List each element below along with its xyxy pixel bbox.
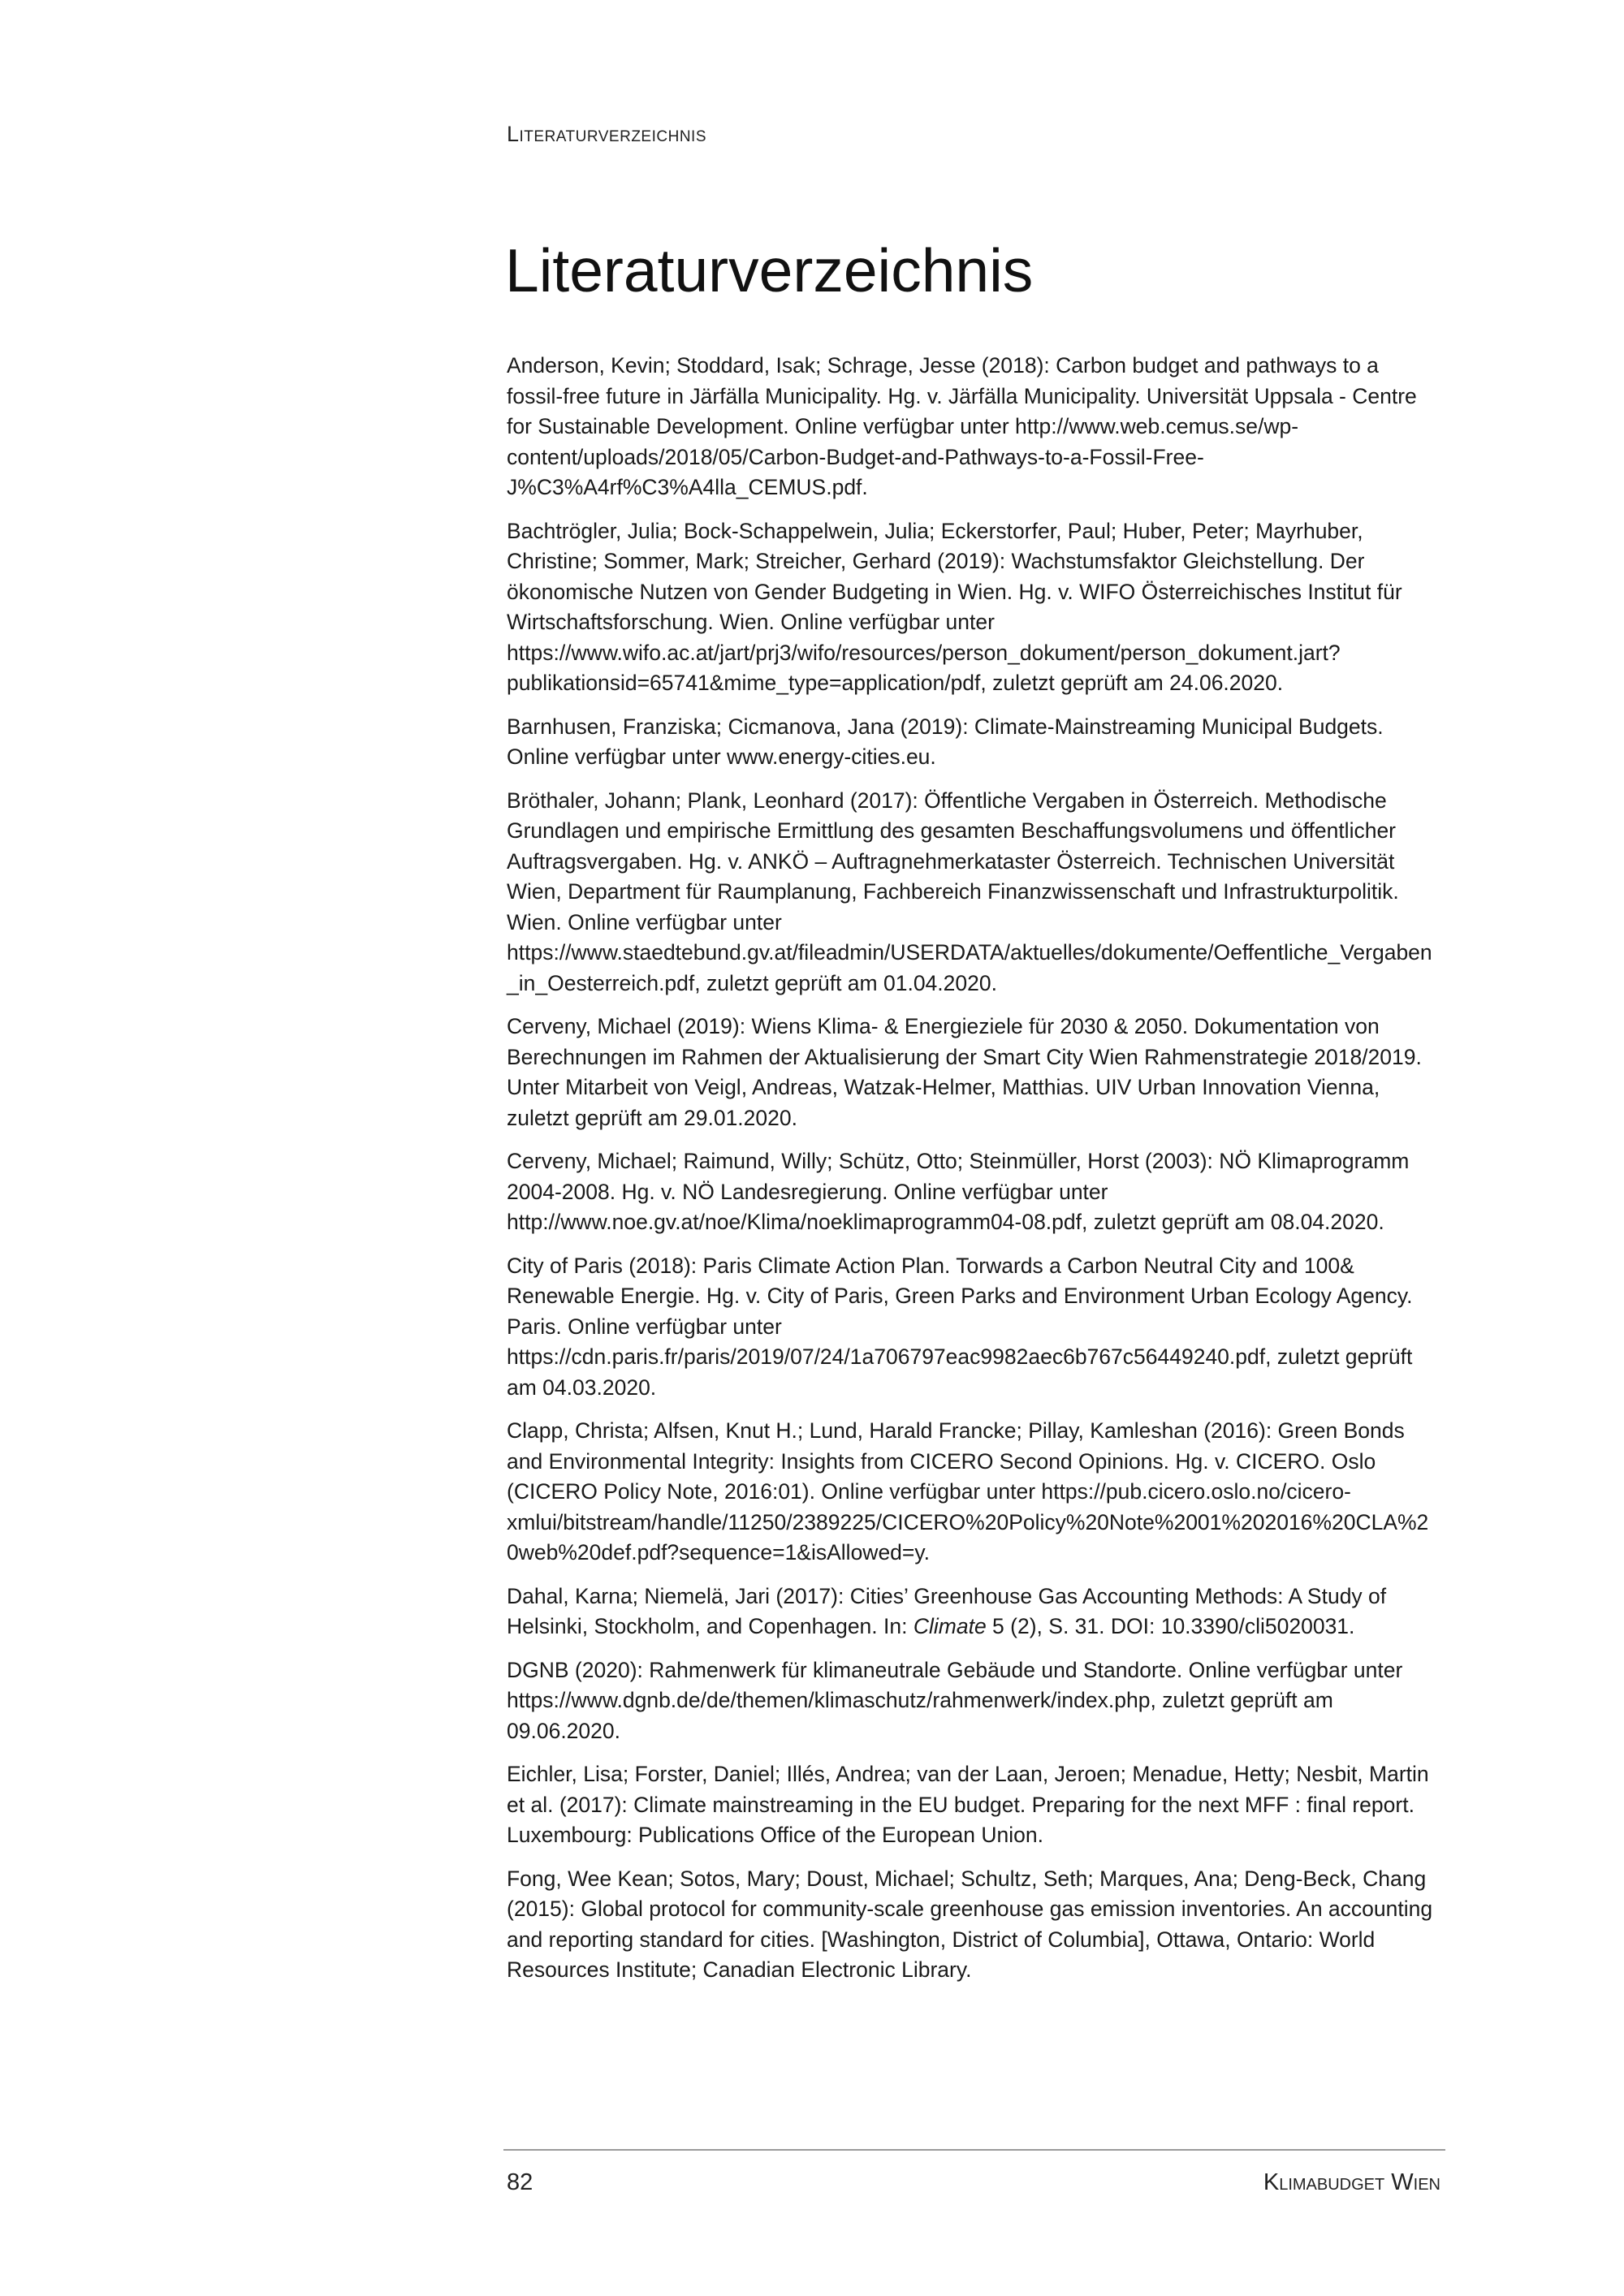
reference-item: Eichler, Lisa; Forster, Daniel; Illés, Andrea; van der Laan, Jeroen; Menadue, Hetty; Nesbit, Martin et al. (2017): Climate mainstreaming in the EU budget. Preparing for the next MFF : final report. Luxembourg: Publications Office of the European Union. (507, 1762, 1429, 1847)
reference-list (507, 351, 1439, 1999)
reference-item: Bröthaler, Johann; Plank, Leonhard (2017): Öffentliche Vergaben in Österreich. Methodische Grundlagen und empirische Ermittlung des gesamten Beschaffungsvolumens und öffentlicher Auftragsvergaben. Hg. v. ANKÖ – Auftragnehmerkataster Österreich. Technischen Universität Wien, Department für Raumplanung, Fachbereich Finanzwissenschaft und Infrastrukturpolitik. Wien. Online verfügbar unter https://www.staedtebund.gv.at/fileadmin/USERDATA/aktuelles/dokumente/Oeffentliche_Vergaben_in_Oesterreich.pdf, zuletzt geprüft am 01.04.2020. (507, 788, 1432, 995)
reference-text: Dahal, Karna; Niemelä, Jari (2017): Cities’ Greenhouse Gas Accounting Methods: A Study of Helsinki, Stockholm, and Copenhagen. In: (507, 1583, 1387, 1638)
reference-item: Clapp, Christa; Alfsen, Knut H.; Lund, Harald Francke; Pillay, Kamleshan (2016): Green Bonds and Environmental Integrity: Insights from CICERO Second Opinions. Hg. v. CICERO. Oslo (CICERO Policy Note, 2016:01). Online verfügbar unter https://pub.cicero.oslo.no/cicero-xmlui/bitstream/handle/11250/2389225/CICERO%20Policy%20Note%2001%202016%20CLA%20web%20def.pdf?sequence=1&isAllowed=y. (507, 1418, 1429, 1564)
footer-divider (503, 2149, 1445, 2151)
reference-item: Fong, Wee Kean; Sotos, Mary; Doust, Michael; Schultz, Seth; Marques, Ana; Deng-Beck, Chang (2015): Global protocol for community-scale greenhouse gas emission inventories. An accounting and reporting standard for cities. [Washington, District of Columbia], Ottawa, Ontario: World Resources Institute; Canadian Electronic Library. (507, 1866, 1433, 1982)
reference-item: Barnhusen, Franziska; Cicmanova, Jana (2019): Climate-Mainstreaming Municipal Budgets. Online verfügbar unter www.energy-cities.eu. (507, 714, 1384, 769)
footer-document-title: Klimabudget Wien (1263, 2169, 1440, 2195)
reference-item: Anderson, Kevin; Stoddard, Isak; Schrage, Jesse (2018): Carbon budget and pathways to a fossil-free future in Järfälla Municipality. Hg. v. Järfälla Municipality. Universität Uppsala - Centre for Sustainable Development. Online verfügbar unter http://www.web.cemus.se/wp-content/uploads/2018/05/Carbon-Budget-and-Pathways-to-a-Fossil-Free-J%C3%A4rf%C3%A4lla_CEMUS.pdf. (507, 353, 1417, 499)
reference-item: Bachtrögler, Julia; Bock-Schappelwein, Julia; Eckerstorfer, Paul; Huber, Peter; Mayrhuber, Christine; Sommer, Mark; Streicher, Gerhard (2019): Wachstumsfaktor Gleichstellung. Der ökonomische Nutzen von Gender Budgeting in Wien. Hg. v. WIFO Österreichisches Institut für Wirtschaftsforschung. Wien. Online verfügbar unter https://www.wifo.ac.at/jart/prj3/wifo/resources/person_dokument/person_dokument.jart?publikationsid=65741&mime_type=application/pdf, zuletzt geprüft am 24.06.2020. (507, 518, 1402, 695)
page-number: 82 (507, 2169, 533, 2195)
reference-item (507, 1582, 1439, 1642)
running-header: Literaturverzeichnis (507, 122, 707, 146)
reference-item: Cerveny, Michael (2019): Wiens Klima- & Energieziele für 2030 & 2050. Dokumentation von Berechnungen im Rahmen der Aktualisierung der Smart City Wien Rahmenstrategie 2018/2019. Unter Mitarbeit von Veigl, Andreas, Watzak-Helmer, Matthias. UIV Urban Innovation Vienna, zuletzt geprüft am 29.01.2020. (507, 1014, 1422, 1130)
reference-item: DGNB (2020): Rahmenwerk für klimaneutrale Gebäude und Standorte. Online verfügbar unter https://www.dgnb.de/de/themen/klimaschutz/rahmenwerk/index.php, zuletzt geprüft am 09.06.2020. (507, 1657, 1403, 1743)
reference-item: Cerveny, Michael; Raimund, Willy; Schütz, Otto; Steinmüller, Horst (2003): NÖ Klimaprogramm 2004-2008. Hg. v. NÖ Landesregierung. Online verfügbar unter http://www.noe.gv.at/noe/Klima/noeklimaprogramm04-08.pdf, zuletzt geprüft am 08.04.2020. (507, 1149, 1410, 1234)
reference-text: 5 (2), S. 31. DOI: 10.3390/cli5020031. (986, 1614, 1355, 1638)
reference-item: City of Paris (2018): Paris Climate Action Plan. Torwards a Carbon Neutral City and 100& Renewable Energie. Hg. v. City of Paris, Green Parks and Environment Urban Ecology Agency. Paris. Online verfügbar unter https://cdn.paris.fr/paris/2019/07/24/1a706797eac9982aec6b767c56449240.pdf, zuletzt geprüft am 04.03.2020. (507, 1253, 1413, 1400)
page-title: Literaturverzeichnis (505, 236, 1034, 304)
journal-title: Climate (913, 1614, 987, 1638)
